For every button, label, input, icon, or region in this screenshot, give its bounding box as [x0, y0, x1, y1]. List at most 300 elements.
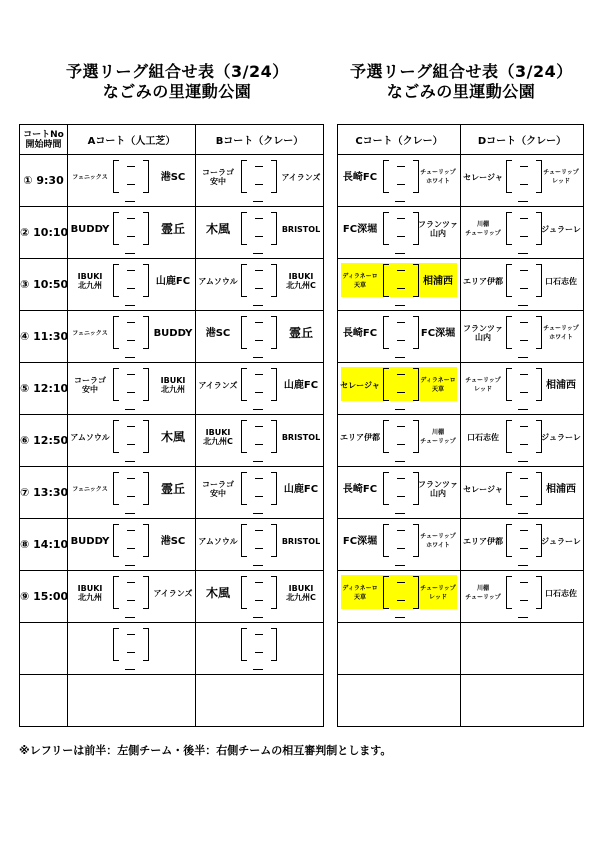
home-team	[197, 421, 239, 453]
home-team	[462, 473, 504, 505]
schedule-row	[338, 259, 584, 311]
start-time: ② 10:10	[20, 207, 68, 259]
home-team	[462, 265, 504, 297]
score-bracket-right	[271, 368, 277, 401]
referee-line	[395, 617, 405, 618]
score-box	[113, 368, 149, 401]
score-bracket-right	[536, 264, 542, 297]
away-team	[152, 265, 194, 297]
score-first-half	[397, 530, 405, 531]
team-name-line: 山内	[429, 489, 446, 498]
team-name	[546, 485, 576, 494]
team-name-line: 霊丘	[160, 481, 185, 496]
score-box	[506, 368, 542, 401]
score-bracket-left	[383, 368, 389, 401]
score-bracket-right	[536, 316, 542, 349]
team-name-line: 北九州	[78, 593, 102, 602]
home-team	[197, 473, 239, 505]
home-team	[69, 265, 111, 297]
away-team	[152, 213, 194, 245]
team-name-line: 口石志佐	[545, 588, 577, 598]
match-cell	[68, 363, 196, 415]
team-name	[465, 220, 501, 238]
away-team	[280, 473, 322, 505]
score-first-half	[255, 322, 263, 323]
score-second-half	[127, 184, 135, 185]
team-name-line: FC深堀	[342, 223, 378, 235]
score-bracket-right	[143, 576, 149, 609]
score-first-half	[127, 582, 135, 583]
home-team	[69, 577, 111, 609]
team-name	[465, 376, 501, 394]
score-box	[506, 472, 542, 505]
score-second-half	[255, 288, 263, 289]
score-bracket-right	[271, 576, 277, 609]
referee-line	[518, 409, 528, 410]
team-name	[420, 584, 456, 602]
score-second-half	[127, 392, 135, 393]
team-name-line: フェニックス	[72, 485, 108, 493]
referee-line	[125, 461, 135, 462]
away-team	[417, 317, 459, 349]
team-name	[420, 428, 456, 446]
score-second-half	[255, 548, 263, 549]
match-cell	[68, 155, 196, 207]
referee-line	[125, 253, 135, 254]
team-name	[161, 376, 186, 394]
score-second-half	[520, 600, 528, 601]
schedule-row	[338, 519, 584, 571]
score-second-half	[397, 600, 405, 601]
schedule-title: 予選リーグ組合せ表（3/24）	[66, 62, 289, 81]
score-second-half	[397, 288, 405, 289]
away-team	[152, 369, 194, 401]
away-team	[417, 525, 459, 557]
team-name	[342, 272, 377, 290]
referee-line	[518, 461, 528, 462]
score-first-half	[520, 582, 528, 583]
team-name	[463, 537, 503, 546]
schedule-row	[338, 571, 584, 623]
score-bracket-left	[506, 316, 512, 349]
score-box	[113, 420, 149, 453]
score-box	[113, 576, 149, 609]
score-first-half	[255, 374, 263, 375]
team-name-line: コーラゴ	[202, 168, 234, 177]
score-first-half	[520, 166, 528, 167]
team-name-line: 港SC	[160, 171, 186, 183]
referee-line	[518, 565, 528, 566]
team-name	[282, 537, 320, 546]
referee-line	[395, 305, 405, 306]
score-bracket-right	[413, 160, 419, 193]
score-bracket-right	[143, 524, 149, 557]
referee-line	[253, 513, 263, 514]
score-bracket-right	[143, 420, 149, 453]
away-team	[540, 265, 582, 297]
match-cell	[461, 623, 584, 675]
match-cell	[461, 519, 584, 571]
start-time	[20, 675, 68, 727]
score-second-half	[520, 392, 528, 393]
score-box	[241, 316, 277, 349]
match-cell	[338, 311, 461, 363]
team-name	[340, 381, 380, 390]
home-team	[69, 421, 111, 453]
referee-line	[518, 253, 528, 254]
team-name	[205, 221, 230, 236]
score-box	[383, 576, 419, 609]
team-name-line: 北九州C	[286, 281, 316, 290]
score-box	[506, 524, 542, 557]
score-bracket-left	[383, 160, 389, 193]
score-second-half	[520, 340, 528, 341]
score-second-half	[520, 496, 528, 497]
score-bracket-left	[113, 160, 119, 193]
team-name-line: アイランズ	[281, 172, 321, 182]
match-cell	[338, 571, 461, 623]
score-first-half	[127, 270, 135, 271]
team-name	[72, 485, 107, 494]
score-bracket-right	[536, 368, 542, 401]
away-team	[540, 161, 582, 193]
team-name-line: FC深堀	[342, 535, 378, 547]
start-time-label: 開始時間	[25, 139, 62, 150]
match-cell	[338, 675, 461, 727]
match-cell	[196, 519, 324, 571]
score-second-half	[397, 236, 405, 237]
team-name-line: 天草	[353, 594, 366, 601]
team-name	[343, 173, 377, 182]
schedule-row	[338, 675, 584, 727]
team-name-line: エリア伊都	[463, 276, 503, 286]
team-name-line: 木風	[205, 585, 230, 600]
team-name-line: チューリップ	[420, 585, 456, 592]
score-first-half	[397, 218, 405, 219]
score-second-half	[255, 184, 263, 185]
team-name-line: 山鹿FC	[283, 483, 319, 495]
away-team	[540, 369, 582, 401]
team-name	[418, 480, 458, 498]
team-name	[340, 433, 380, 442]
score-box	[383, 212, 419, 245]
score-first-half	[127, 530, 135, 531]
team-name-line: FC深堀	[420, 327, 456, 339]
score-bracket-left	[506, 264, 512, 297]
referee-line	[125, 357, 135, 358]
referee-line	[253, 617, 263, 618]
team-name	[202, 168, 234, 186]
away-team	[280, 161, 322, 193]
score-bracket-right	[413, 316, 419, 349]
team-name-line: 相浦西	[546, 379, 576, 391]
team-name	[545, 277, 577, 286]
home-team	[462, 161, 504, 193]
score-bracket-right	[413, 524, 419, 557]
away-team	[280, 265, 322, 297]
score-first-half	[127, 478, 135, 479]
team-name-line: チューリップ	[420, 533, 456, 540]
score-bracket-left	[383, 576, 389, 609]
referee-line	[395, 409, 405, 410]
team-name	[343, 537, 377, 546]
court-a-header: Aコート（人工芝）	[68, 125, 196, 155]
team-name-line: フランツァ	[463, 324, 503, 333]
score-second-half	[255, 236, 263, 237]
score-first-half	[255, 530, 263, 531]
away-team	[280, 317, 322, 349]
home-team	[339, 525, 381, 557]
referee-line	[253, 409, 263, 410]
score-bracket-left	[113, 628, 119, 661]
team-name-line: アイランズ	[153, 588, 193, 598]
home-team	[339, 473, 381, 505]
referee-line	[253, 357, 263, 358]
schedule-row	[338, 207, 584, 259]
team-name	[282, 433, 320, 442]
away-team	[280, 421, 322, 453]
schedule-row	[20, 415, 324, 467]
score-second-half	[520, 444, 528, 445]
team-name	[463, 173, 503, 182]
score-second-half	[255, 392, 263, 393]
team-name	[154, 329, 193, 338]
venue-name: なごみの里運動公園	[386, 82, 536, 101]
home-team	[462, 213, 504, 245]
team-name-line: 安中	[210, 177, 226, 186]
score-bracket-right	[271, 264, 277, 297]
score-bracket-right	[536, 212, 542, 245]
team-name-line: 口石志佐	[467, 432, 499, 442]
schedule-row	[20, 363, 324, 415]
match-cell	[196, 363, 324, 415]
schedule-table-left	[19, 124, 324, 727]
score-box	[113, 316, 149, 349]
score-bracket-right	[143, 472, 149, 505]
score-first-half	[520, 478, 528, 479]
team-name	[282, 225, 320, 234]
home-team	[197, 525, 239, 557]
away-team	[417, 265, 459, 297]
team-name-line: 相浦西	[423, 275, 453, 287]
start-time: ⑨ 15:00	[20, 571, 68, 623]
court-no-label: コートNo	[23, 129, 64, 140]
match-cell	[461, 363, 584, 415]
match-cell	[461, 675, 584, 727]
score-bracket-left	[113, 576, 119, 609]
start-time: ⑤ 12:10	[20, 363, 68, 415]
home-team	[462, 369, 504, 401]
score-bracket-left	[241, 368, 247, 401]
score-second-half	[255, 652, 263, 653]
schedule-row	[338, 155, 584, 207]
start-time: ⑦ 13:30	[20, 467, 68, 519]
score-box	[241, 420, 277, 453]
score-box	[113, 264, 149, 297]
team-name-line: コーラゴ	[74, 376, 106, 385]
schedule-row	[20, 155, 324, 207]
score-bracket-left	[241, 472, 247, 505]
away-team	[417, 473, 459, 505]
team-name-line: ジュラーレ	[541, 224, 581, 234]
score-box	[241, 212, 277, 245]
score-box	[506, 420, 542, 453]
score-bracket-right	[413, 576, 419, 609]
start-time	[20, 623, 68, 675]
home-team	[197, 369, 239, 401]
team-name	[420, 168, 456, 186]
home-team	[197, 577, 239, 609]
team-name-line: 北九州C	[203, 437, 233, 446]
score-second-half	[397, 340, 405, 341]
score-first-half	[397, 322, 405, 323]
away-team	[417, 213, 459, 245]
away-team	[152, 421, 194, 453]
score-first-half	[255, 582, 263, 583]
team-name-line: フランツァ	[418, 480, 458, 489]
home-team	[462, 577, 504, 609]
home-team	[339, 265, 381, 297]
away-team	[280, 369, 322, 401]
team-name	[198, 277, 237, 286]
team-name	[281, 173, 320, 182]
team-name-line: レッド	[474, 386, 492, 393]
team-name-line: IBUKI	[288, 272, 314, 281]
team-name	[546, 381, 576, 390]
score-bracket-right	[143, 264, 149, 297]
score-bracket-right	[143, 212, 149, 245]
team-name	[420, 532, 456, 550]
team-name-line: 長崎FC	[342, 483, 378, 495]
team-name	[160, 429, 185, 444]
match-cell	[338, 155, 461, 207]
match-cell	[68, 467, 196, 519]
team-name-line: 川棚	[476, 585, 489, 592]
team-name	[463, 277, 503, 286]
score-box	[113, 472, 149, 505]
score-bracket-left	[113, 524, 119, 557]
score-bracket-left	[241, 316, 247, 349]
team-name	[205, 585, 230, 600]
referee-note: ※レフリーは前半：左側チーム・後半：右側チームの相互審判制とします。	[19, 744, 392, 757]
team-name-line: アムソウル	[198, 536, 238, 546]
score-first-half	[520, 218, 528, 219]
team-name	[160, 481, 185, 496]
score-second-half	[255, 496, 263, 497]
schedule-row	[20, 519, 324, 571]
team-name-line: BUDDY	[70, 223, 110, 235]
away-team	[280, 213, 322, 245]
score-bracket-right	[143, 628, 149, 661]
score-bracket-right	[536, 576, 542, 609]
match-cell	[338, 207, 461, 259]
team-name-line: 長崎FC	[342, 327, 378, 339]
team-name-line: 北九州	[78, 281, 102, 290]
court-b-header: Bコート（クレー）	[196, 125, 324, 155]
team-name-line: IBUKI	[205, 428, 231, 437]
start-time: ① 9:30	[20, 155, 68, 207]
referee-line	[253, 461, 263, 462]
score-second-half	[127, 496, 135, 497]
score-box	[383, 524, 419, 557]
score-second-half	[520, 548, 528, 549]
match-cell	[338, 415, 461, 467]
away-team	[417, 421, 459, 453]
team-name	[74, 376, 106, 394]
match-cell	[68, 623, 196, 675]
start-time: ③ 10:50	[20, 259, 68, 311]
score-bracket-left	[113, 420, 119, 453]
schedule-row	[338, 623, 584, 675]
score-second-half	[127, 288, 135, 289]
match-cell	[196, 675, 324, 727]
referee-line	[395, 513, 405, 514]
score-second-half	[255, 340, 263, 341]
score-bracket-right	[536, 420, 542, 453]
match-cell	[461, 467, 584, 519]
venue-name: なごみの里運動公園	[102, 82, 252, 101]
team-name	[545, 589, 577, 598]
team-name	[71, 537, 110, 546]
team-name-line: 安中	[82, 385, 98, 394]
start-time: ⑥ 12:50	[20, 415, 68, 467]
score-second-half	[520, 288, 528, 289]
away-team	[152, 317, 194, 349]
match-cell	[461, 155, 584, 207]
score-bracket-left	[383, 524, 389, 557]
team-name	[465, 584, 501, 602]
score-bracket-right	[271, 316, 277, 349]
match-cell	[461, 259, 584, 311]
score-bracket-left	[241, 212, 247, 245]
team-name-line: ジュラーレ	[541, 536, 581, 546]
score-first-half	[127, 374, 135, 375]
team-name	[71, 225, 110, 234]
score-bracket-left	[383, 472, 389, 505]
score-bracket-right	[413, 368, 419, 401]
team-name-line: 長崎FC	[342, 171, 378, 183]
score-bracket-left	[506, 472, 512, 505]
schedule-row	[20, 675, 324, 727]
referee-line	[518, 513, 528, 514]
score-bracket-left	[241, 628, 247, 661]
score-first-half	[127, 166, 135, 167]
match-cell	[461, 415, 584, 467]
home-team	[339, 213, 381, 245]
away-team	[152, 473, 194, 505]
score-first-half	[255, 478, 263, 479]
score-bracket-right	[413, 264, 419, 297]
team-name-line: コーラゴ	[202, 480, 234, 489]
schedule-row	[20, 207, 324, 259]
team-name	[161, 537, 186, 546]
score-first-half	[520, 270, 528, 271]
team-name-line: セレージャ	[463, 172, 503, 182]
score-bracket-left	[241, 160, 247, 193]
match-cell	[338, 519, 461, 571]
team-name-line: 相浦西	[546, 483, 576, 495]
team-name-line: IBUKI	[77, 584, 103, 593]
team-name-line: 山鹿FC	[155, 275, 191, 287]
referee-line	[395, 461, 405, 462]
score-bracket-left	[241, 524, 247, 557]
match-cell	[461, 571, 584, 623]
team-name-line: チューリップ	[465, 230, 501, 237]
match-cell	[196, 415, 324, 467]
score-bracket-right	[536, 524, 542, 557]
referee-line	[395, 357, 405, 358]
score-first-half	[397, 374, 405, 375]
